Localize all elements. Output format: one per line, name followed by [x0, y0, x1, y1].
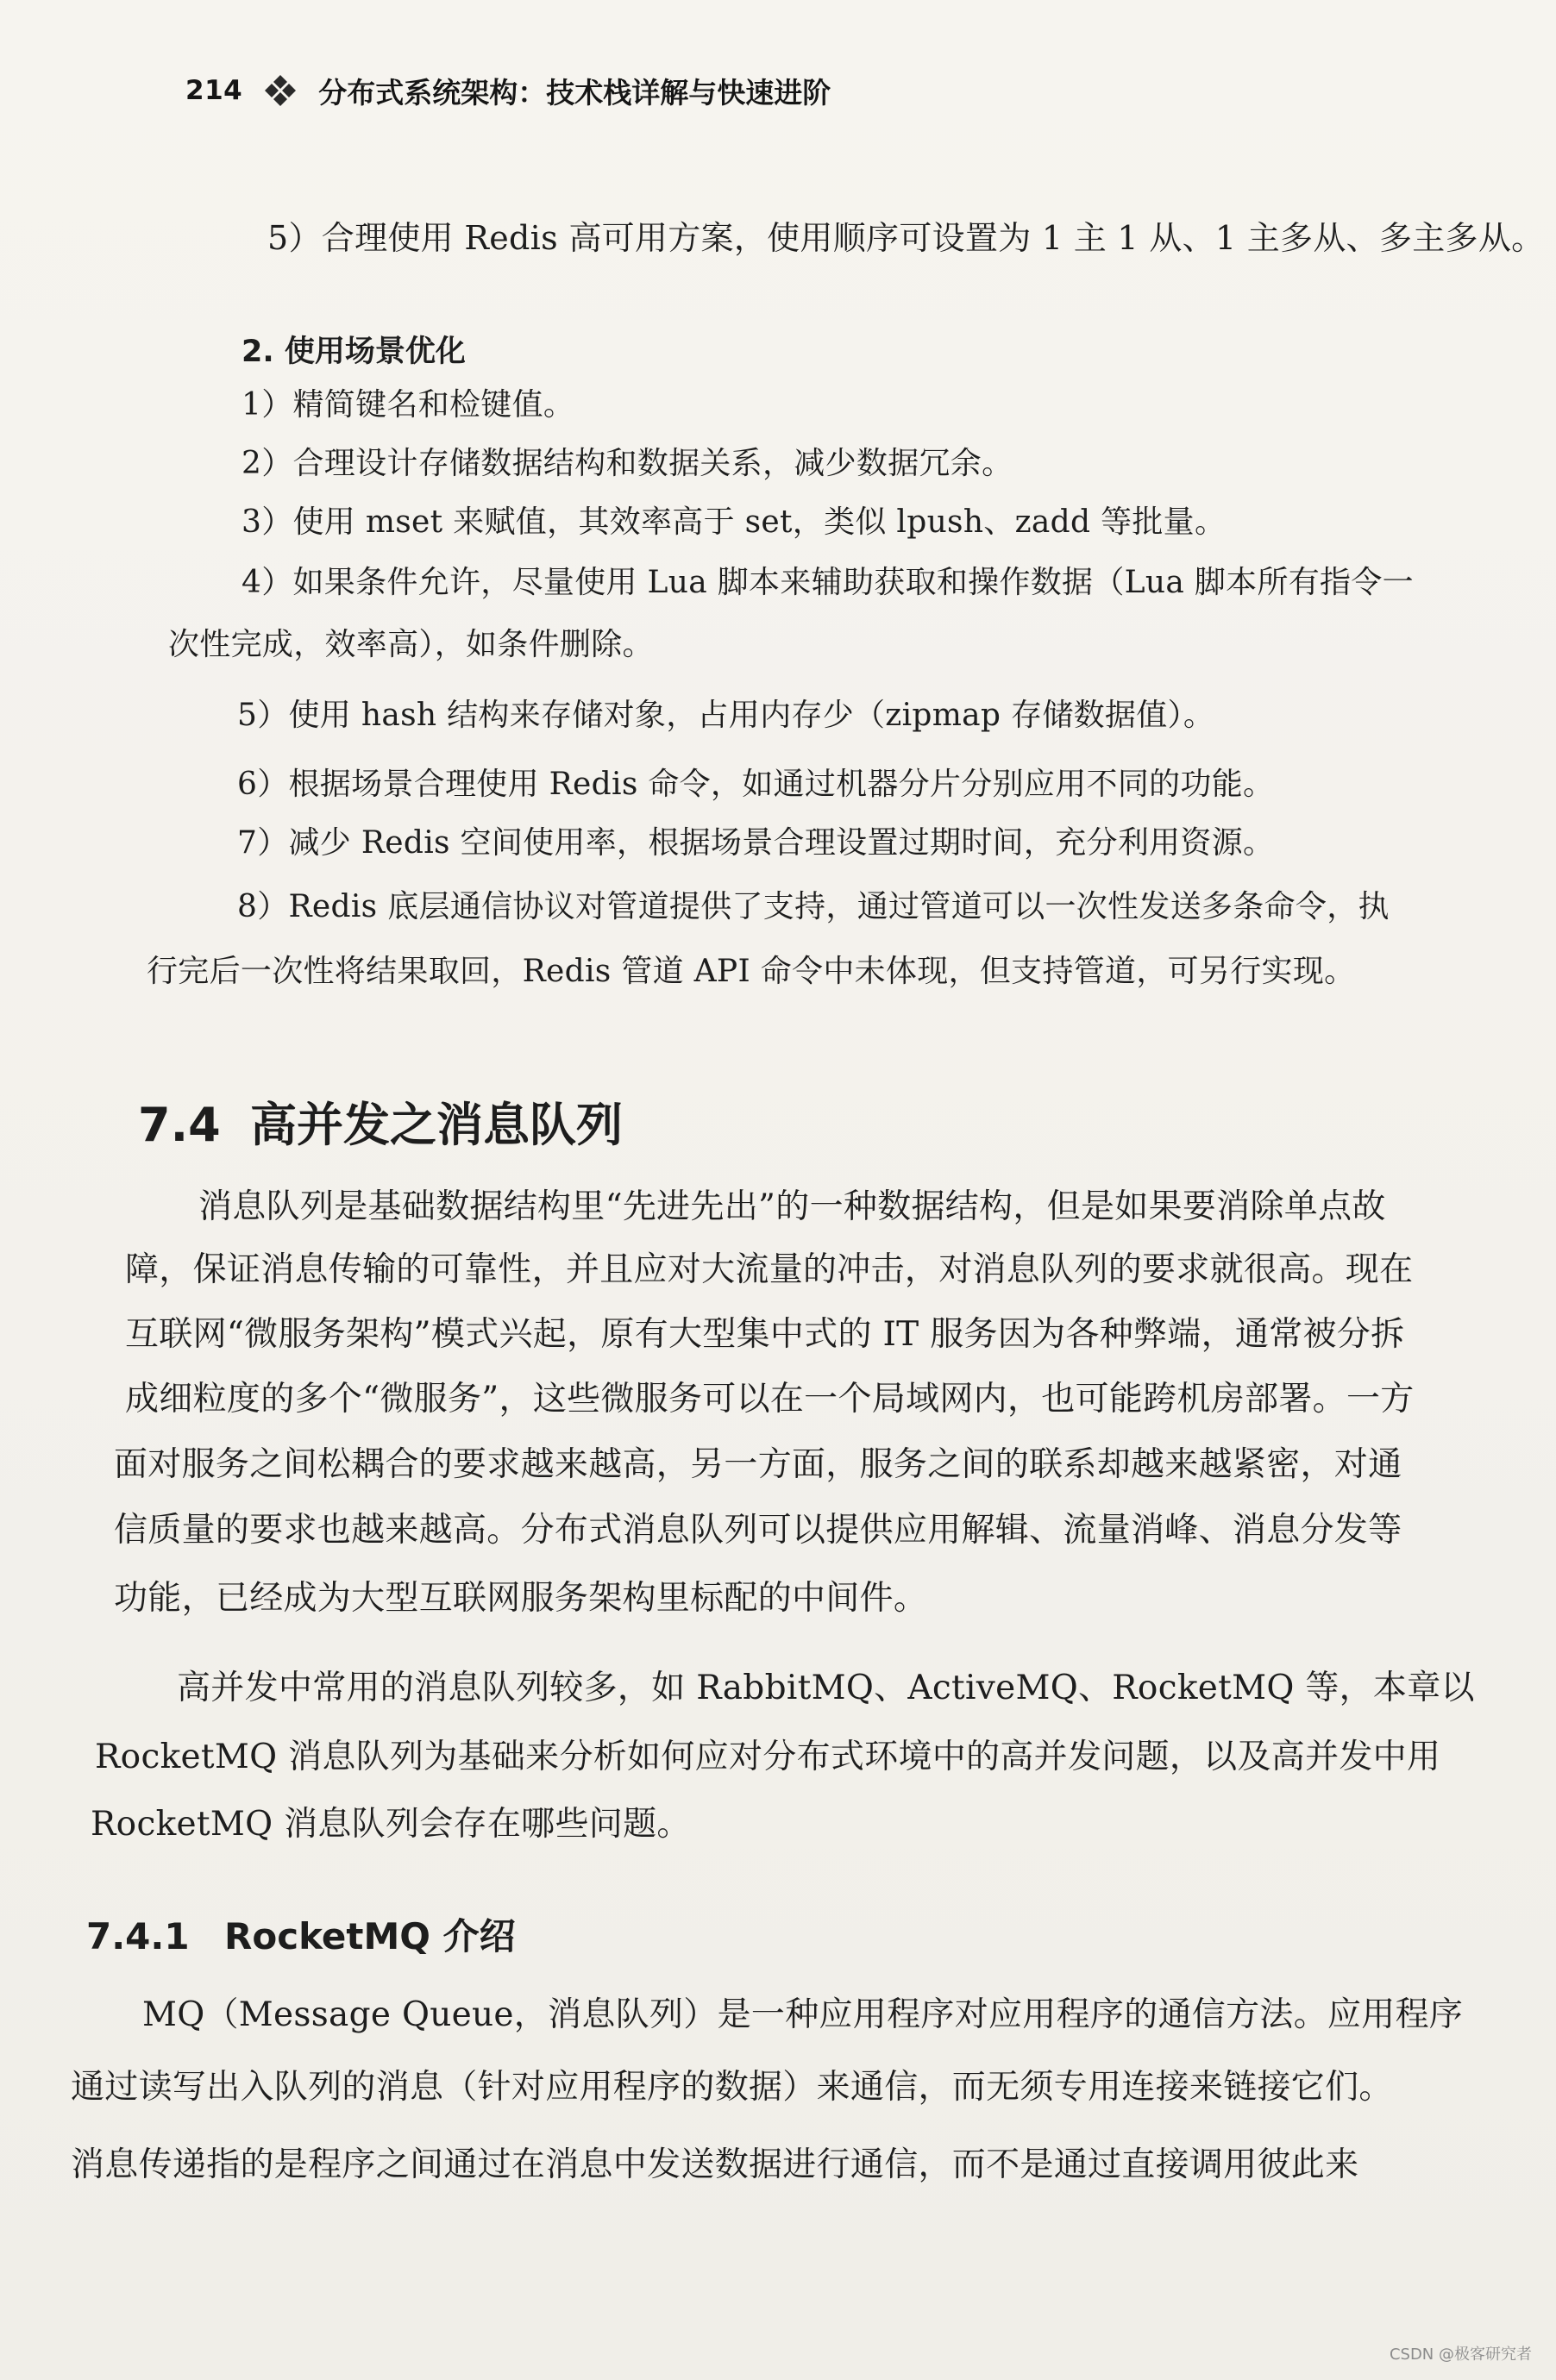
subsection-title-7-4-1 [86, 1908, 516, 1960]
paragraph-line: MQ（Message Queue，消息队列）是一种应用程序对应用程序的通信方法。应用程序 [142, 1995, 1464, 2034]
subsection-number: 7.4.1 [86, 1915, 190, 1957]
diamond-ornament-icon [263, 73, 298, 108]
list-item: 次性完成，效率高），如条件删除。 [168, 627, 654, 662]
list-item: 8）Redis 底层通信协议对管道提供了支持，通过管道可以一次性发送多条命令，执 [237, 889, 1390, 924]
paragraph-line: 通过读写出入队列的消息（针对应用程序的数据）来通信，而无须专用连接来链接它们。 [71, 2068, 1393, 2107]
page-header [185, 60, 962, 121]
paragraph-line: 成细粒度的多个“微服务”，这些微服务可以在一个局域网内，也可能跨机房部署。一方 [125, 1380, 1415, 1419]
paragraph-line: 消息队列是基础数据结构里“先进先出”的一种数据结构，但是如果要消除单点故 [198, 1187, 1386, 1226]
paragraph-line: RocketMQ 消息队列会存在哪些问题。 [91, 1805, 691, 1844]
list-item: 4）如果条件允许，尽量使用 Lua 脚本来辅助获取和操作数据（Lua 脚本所有指令一 [242, 565, 1414, 600]
list-item: 2）合理设计存储数据结构和数据关系，减少数据冗余。 [242, 446, 1013, 481]
paragraph-line: 信质量的要求也越来越高。分布式消息队列可以提供应用解辑、流量消峰、消息分发等 [114, 1511, 1402, 1550]
list-item: 6）根据场景合理使用 Redis 命令，如通过机器分片分别应用不同的功能。 [237, 767, 1275, 802]
paragraph-line: RocketMQ 消息队列为基础来分析如何应对分布式环境中的高并发问题，以及高并发中用 [95, 1738, 1441, 1776]
list-item: 5）使用 hash 结构来存储对象，占用内存少（zipmap 存储数据值）。 [237, 698, 1215, 733]
paragraph-line: 高并发中常用的消息队列较多，如 RabbitMQ、ActiveMQ、RocketMQ 等，本章以 [177, 1669, 1475, 1707]
book-title: 分布式系统架构：技术栈详解与快速进阶 [318, 75, 831, 110]
list-item: 7）减少 Redis 空间使用率，根据场景合理设置过期时间，充分利用资源。 [237, 825, 1275, 861]
subheading-usage-optimization: 2. 使用场景优化 [242, 335, 466, 369]
page-number: 214 [185, 75, 243, 106]
list-item: 1）精简键名和检键值。 [242, 387, 575, 423]
paragraph-line: 障，保证消息传输的可靠性，并且应对大流量的冲击，对消息队列的要求就很高。现在 [125, 1250, 1414, 1289]
section-title-7-4 [138, 1088, 623, 1155]
paragraph-line: 互联网“微服务架构”模式兴起，原有大型集中式的 IT 服务因为各种弊端，通常被分拆 [125, 1315, 1405, 1354]
section-number: 7.4 [138, 1098, 221, 1152]
list-item: 行完后一次性将结果取回，Redis 管道 API 命令中未体现，但支持管道，可另行实现。 [147, 954, 1356, 989]
paragraph-line: 功能，已经成为大型互联网服务架构里标配的中间件。 [114, 1579, 928, 1618]
paragraph-line: 面对服务之间松耦合的要求越来越高，另一方面，服务之间的联系却越来越紧密，对通 [114, 1445, 1402, 1484]
list-item: 3）使用 mset 来赋值，其效率高于 set，类似 lpush、zadd 等批量。 [242, 504, 1227, 540]
subsection-title-text: RocketMQ 介绍 [224, 1915, 516, 1957]
paragraph-line: 消息传递指的是程序之间通过在消息中发送数据进行通信，而不是通过直接调用彼此来 [71, 2145, 1359, 2184]
watermark: CSDN @极客研究者 [1389, 2346, 1532, 2364]
item-5-redis-ha: 5）合理使用 Redis 高可用方案，使用顺序可设置为 1 主 1 从、1 主多从、多主多从。 [267, 219, 1545, 257]
section-title-text: 高并发之消息队列 [250, 1098, 623, 1152]
